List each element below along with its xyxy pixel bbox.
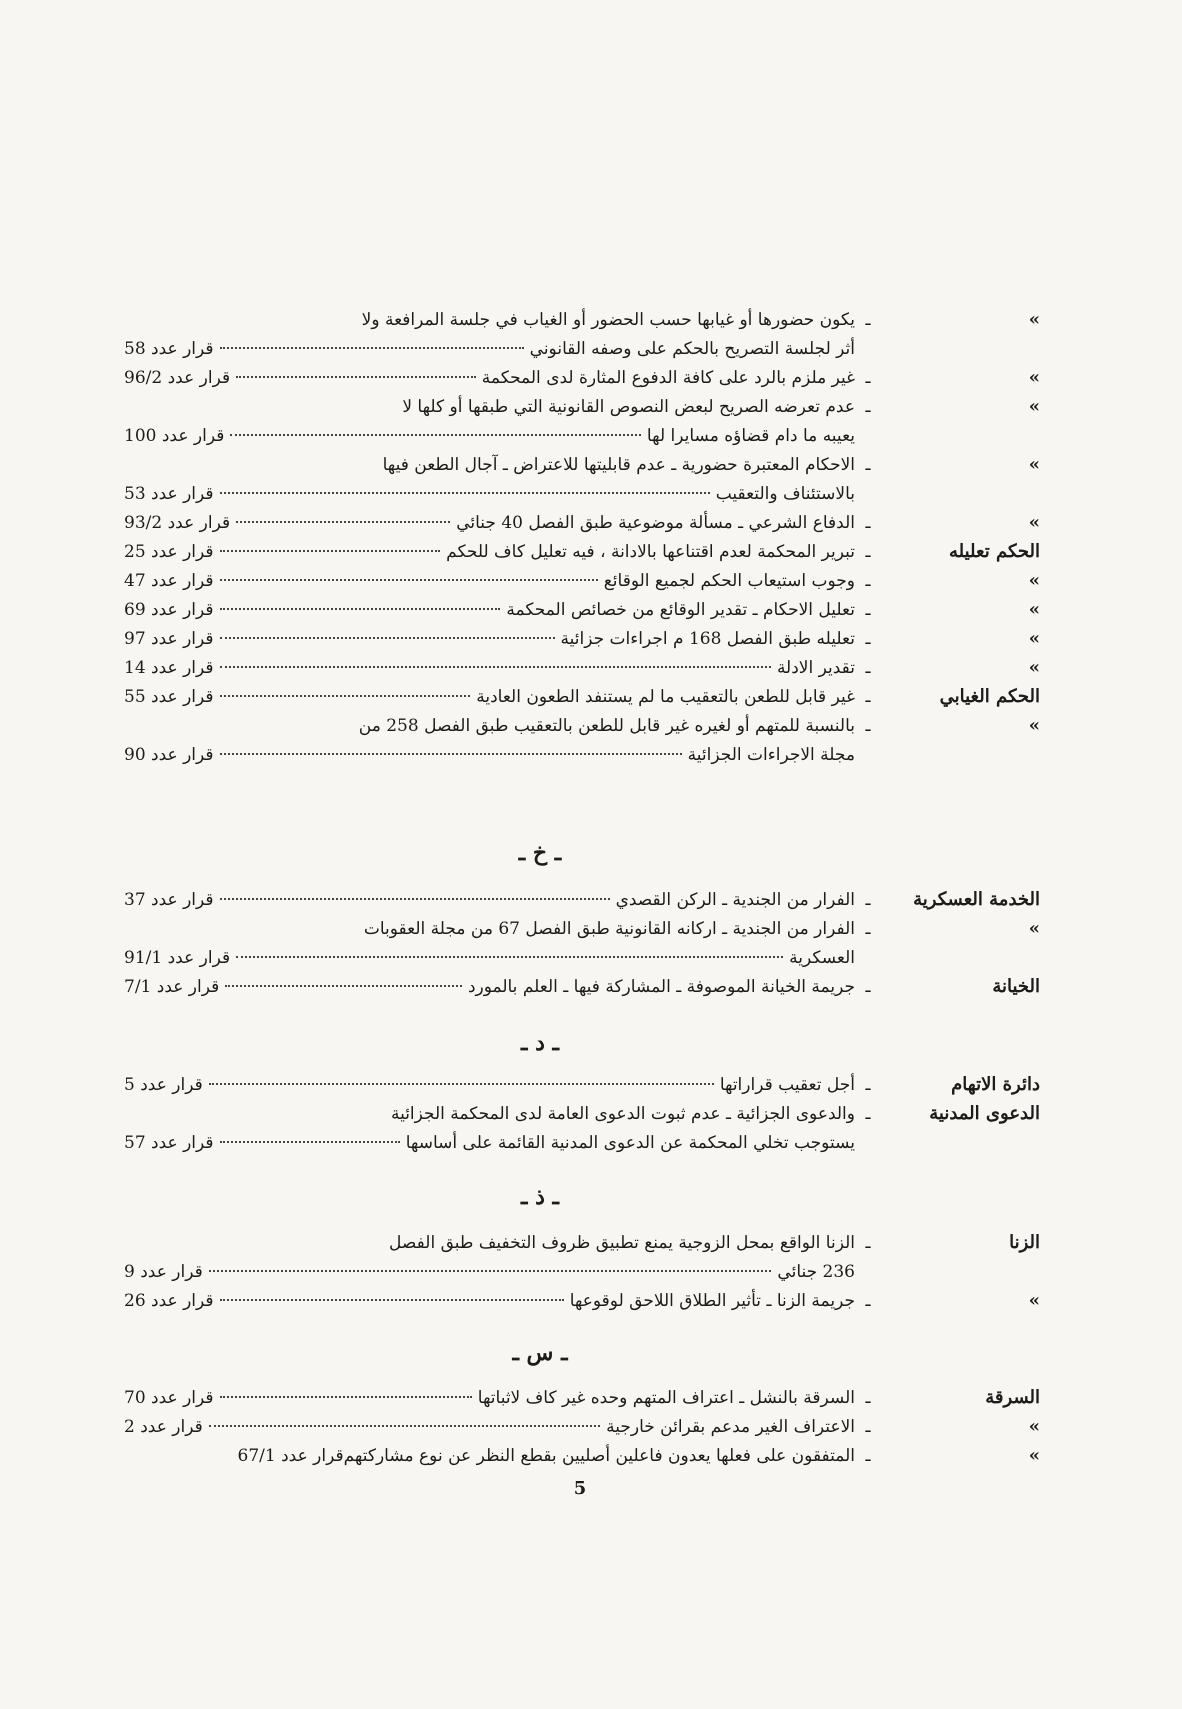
- index-term: »: [1028, 454, 1040, 475]
- dash-marker: ـ: [865, 542, 871, 562]
- decision-reference: قرار عدد 96/2: [124, 368, 231, 388]
- entry-description: جريمة الخيانة الموصوفة ـ المشاركة فيها ـ العلم بالمورد: [467, 977, 855, 997]
- leader-dots: [220, 579, 598, 581]
- index-row: [120, 1128, 1040, 1158]
- entry-description: الفرار من الجندية ـ اركانه القانونية طبق الفصل 67 من مجلة العقوبات: [363, 919, 855, 939]
- entry-description: الزنا الواقع بمحل الزوجية يمنع تطبيق ظروف التخفيف طبق الفصل: [389, 1233, 855, 1253]
- index-row: [120, 1228, 1040, 1258]
- index-term: الحكم تعليله: [949, 541, 1040, 562]
- index-row: [120, 479, 1040, 509]
- index-term: »: [1028, 1290, 1040, 1311]
- decision-reference: قرار عدد 5: [124, 1075, 203, 1095]
- leader-dots: [220, 492, 710, 494]
- index-row: [120, 972, 1040, 1002]
- entry-description: بالنسبة للمتهم أو لغيره غير قابل للطعن بالتعقيب طبق الفصل 258 من: [358, 716, 855, 736]
- dash-marker: ـ: [865, 629, 871, 649]
- leader-dots: [220, 695, 471, 697]
- index-term: الدعوى المدنية: [929, 1103, 1040, 1124]
- index-term: »: [1028, 599, 1040, 620]
- decision-reference: قرار عدد 93/2: [124, 513, 231, 533]
- decision-reference: قرار عدد 91/1: [124, 948, 231, 968]
- dash-marker: ـ: [865, 1446, 871, 1466]
- decision-reference: قرار عدد 97: [124, 629, 214, 649]
- leader-dots: [209, 1425, 600, 1427]
- leader-dots: [220, 347, 524, 349]
- index-term: »: [1028, 512, 1040, 533]
- entry-description: الاعتراف الغير مدعم بقرائن خارجية: [606, 1417, 855, 1437]
- section-letter-sin: ـ س ـ: [512, 1340, 568, 1366]
- index-term: »: [1028, 1445, 1040, 1466]
- dash-marker: ـ: [865, 1417, 871, 1437]
- dash-marker: ـ: [865, 919, 871, 939]
- entry-description: تقدير الادلة: [776, 658, 855, 678]
- dash-marker: ـ: [865, 1104, 871, 1124]
- leader-dots: [220, 898, 610, 900]
- dash-marker: ـ: [865, 571, 871, 591]
- index-row: [120, 1099, 1040, 1129]
- section-letter-kha: ـ خ ـ: [518, 840, 562, 866]
- index-row: [120, 537, 1040, 567]
- index-row: [120, 392, 1040, 422]
- leader-dots: [236, 521, 450, 523]
- dash-marker: ـ: [865, 600, 871, 620]
- leader-dots: [220, 637, 555, 639]
- dash-marker: ـ: [865, 687, 871, 707]
- decision-reference: قرار عدد 55: [124, 687, 214, 707]
- entry-description: وجوب استيعاب الحكم لجميع الوقائع: [603, 571, 855, 591]
- index-term: الخيانة: [992, 976, 1040, 997]
- entry-description: عدم تعرضه الصريح لبعض النصوص القانونية التي طبقها أو كلها لا: [402, 397, 855, 417]
- decision-reference: قرار عدد 58: [124, 339, 214, 359]
- decision-reference: قرار عدد 14: [124, 658, 214, 678]
- index-row: [120, 740, 1040, 770]
- index-row: [120, 885, 1040, 915]
- index-term: الزنا: [1009, 1232, 1040, 1253]
- decision-reference: قرار عدد 90: [124, 745, 214, 765]
- index-row: [120, 1412, 1040, 1442]
- index-term: »: [1028, 309, 1040, 330]
- entry-description: الفرار من الجندية ـ الركن القصدي: [615, 890, 855, 910]
- leader-dots: [220, 753, 682, 755]
- index-row: [120, 1441, 1040, 1471]
- decision-reference: قرار عدد 25: [124, 542, 214, 562]
- entry-description: يعيبه ما دام قضاؤه مسايرا لها: [646, 426, 855, 446]
- index-row: [120, 450, 1040, 480]
- leader-dots: [220, 666, 771, 668]
- decision-reference: قرار عدد 37: [124, 890, 214, 910]
- entry-description: يكون حضورها أو غيابها حسب الحضور أو الغياب في جلسة المرافعة ولا: [361, 310, 855, 330]
- leader-dots: [220, 550, 441, 552]
- index-row: [120, 653, 1040, 683]
- entry-description: تعليل الاحكام ـ تقدير الوقائع من خصائص المحكمة: [506, 600, 855, 620]
- entry-description: تعليله طبق الفصل 168 م اجراءات جزائية: [560, 629, 855, 649]
- index-term: »: [1028, 367, 1040, 388]
- index-row: [120, 363, 1040, 393]
- dash-marker: ـ: [865, 658, 871, 678]
- entry-description: غير ملزم بالرد على كافة الدفوع المثارة لدى المحكمة: [481, 368, 855, 388]
- decision-reference: قرار عدد 47: [124, 571, 214, 591]
- decision-reference: قرار عدد 2: [124, 1417, 203, 1437]
- decision-reference: قرار عدد 69: [124, 600, 214, 620]
- dash-marker: ـ: [865, 455, 871, 475]
- decision-reference: قرار عدد 70: [124, 1388, 214, 1408]
- index-term: الحكم الغيابي: [939, 686, 1040, 707]
- leader-dots: [236, 956, 783, 958]
- decision-reference: قرار عدد 9: [124, 1262, 203, 1282]
- entry-description: السرقة بالنشل ـ اعتراف المتهم وحده غير كاف لاثباتها: [477, 1388, 855, 1408]
- index-term: »: [1028, 396, 1040, 417]
- section-letter-dal: ـ د ـ: [520, 1030, 559, 1056]
- entry-description: يستوجب تخلي المحكمة عن الدعوى المدنية القائمة على أساسها: [405, 1133, 855, 1153]
- dash-marker: ـ: [865, 977, 871, 997]
- dash-marker: ـ: [865, 310, 871, 330]
- page-number: 5: [573, 1478, 587, 1499]
- leader-dots: [225, 985, 462, 987]
- leader-dots: [220, 1396, 472, 1398]
- dash-marker: ـ: [865, 1291, 871, 1311]
- dash-marker: ـ: [865, 1075, 871, 1095]
- entry-description: الدفاع الشرعي ـ مسألة موضوعية طبق الفصل 40 جنائي: [456, 513, 855, 533]
- dash-marker: ـ: [865, 368, 871, 388]
- decision-reference: قرار عدد 7/1: [124, 977, 220, 997]
- index-row: [120, 914, 1040, 944]
- entry-description: والدعوى الجزائية ـ عدم ثبوت الدعوى العامة لدى المحكمة الجزائية: [390, 1104, 855, 1124]
- index-term: »: [1028, 628, 1040, 649]
- index-row: [120, 624, 1040, 654]
- index-row: [120, 1257, 1040, 1287]
- dash-marker: ـ: [865, 1233, 871, 1253]
- entry-description: جريمة الزنا ـ تأثير الطلاق اللاحق لوقوعها: [569, 1291, 855, 1311]
- index-term: »: [1028, 570, 1040, 591]
- index-row: [120, 508, 1040, 538]
- index-row: [120, 421, 1040, 451]
- entry-description: العسكرية: [789, 948, 855, 968]
- leader-dots: [209, 1083, 714, 1085]
- section-letter-thal: ـ ذ ـ: [520, 1184, 559, 1210]
- index-term: »: [1028, 657, 1040, 678]
- leader-dots: [236, 376, 476, 378]
- index-row: [120, 711, 1040, 741]
- index-row: [120, 943, 1040, 973]
- entry-description: غير قابل للطعن بالتعقيب ما لم يستنفد الطعون العادية: [476, 687, 855, 707]
- dash-marker: ـ: [865, 716, 871, 736]
- dash-marker: ـ: [865, 1388, 871, 1408]
- index-term: الخدمة العسكرية: [913, 889, 1040, 910]
- entry-description: المتفقون على فعلها يعدون فاعلين أصليين بقطع النظر عن نوع مشاركتهم: [343, 1446, 855, 1466]
- entry-description: 236 جنائي: [777, 1262, 855, 1282]
- dash-marker: ـ: [865, 513, 871, 533]
- index-row: [120, 595, 1040, 625]
- index-row: [120, 334, 1040, 364]
- entry-description: تبرير المحكمة لعدم اقتناعها بالادانة ، فيه تعليل كاف للحكم: [446, 542, 855, 562]
- entry-description: مجلة الاجراءات الجزائية: [687, 745, 855, 765]
- entry-description: أثر لجلسة التصريح بالحكم على وصفه القانوني: [529, 339, 855, 359]
- index-term: دائرة الاتهام: [951, 1074, 1040, 1095]
- entry-description: أجل تعقيب قراراتها: [719, 1075, 855, 1095]
- dash-marker: ـ: [865, 397, 871, 417]
- index-row: [120, 566, 1040, 596]
- decision-reference: قرار عدد 53: [124, 484, 214, 504]
- decision-reference: قرار عدد 100: [124, 426, 225, 446]
- dash-marker: ـ: [865, 890, 871, 910]
- index-term: »: [1028, 918, 1040, 939]
- leader-dots: [220, 1299, 564, 1301]
- entry-description: الاحكام المعتبرة حضورية ـ عدم قابليتها للاعتراض ـ آجال الطعن فيها: [382, 455, 855, 475]
- entry-description: بالاستئناف والتعقيب: [715, 484, 855, 504]
- index-row: [120, 682, 1040, 712]
- index-row: [120, 1383, 1040, 1413]
- decision-reference: قرار عدد 26: [124, 1291, 214, 1311]
- index-row: [120, 305, 1040, 335]
- leader-dots: [220, 608, 501, 610]
- decision-reference: قرار عدد 57: [124, 1133, 214, 1153]
- index-row: [120, 1286, 1040, 1316]
- index-term: »: [1028, 715, 1040, 736]
- index-term: السرقة: [985, 1387, 1040, 1408]
- decision-reference: قرار عدد 67/1: [237, 1446, 344, 1466]
- leader-dots: [230, 434, 641, 436]
- leader-dots: [220, 1141, 400, 1143]
- leader-dots: [209, 1270, 772, 1272]
- index-term: »: [1028, 1416, 1040, 1437]
- index-row: [120, 1070, 1040, 1100]
